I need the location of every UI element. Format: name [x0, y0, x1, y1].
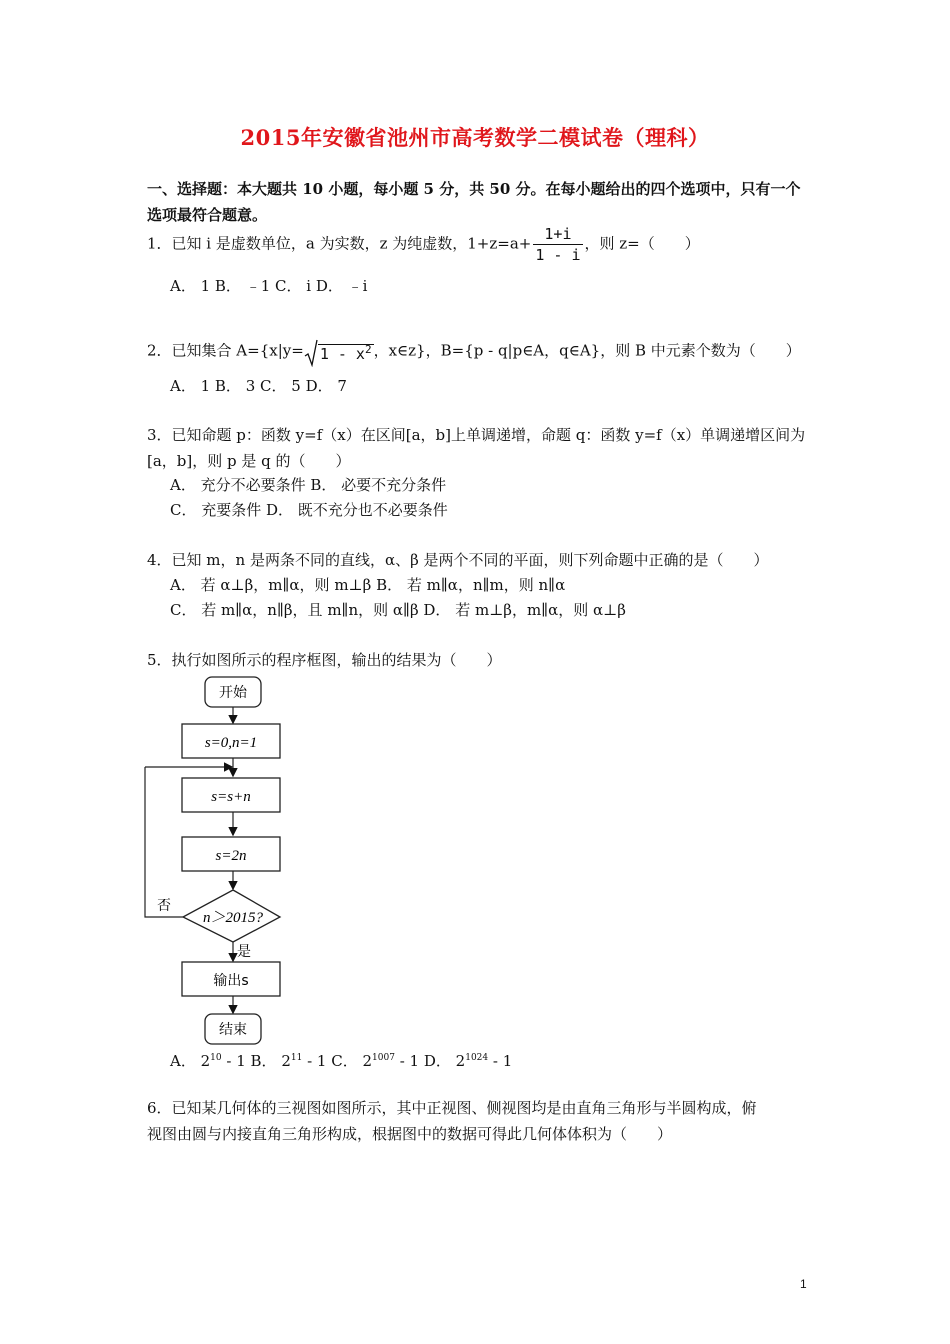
flow-yes-label: 是 — [237, 944, 251, 960]
q1-text-post: ，则 z=（ ） — [584, 234, 700, 253]
q3-options-cd: C． 充要条件 D． 既不充分也不必要条件 — [170, 501, 448, 519]
q5-exp-c: 1007 — [372, 1053, 395, 1063]
question-2 — [147, 336, 817, 367]
q5-exp-a: 10 — [210, 1053, 222, 1063]
flow-step1-label: s=s+n — [211, 789, 251, 805]
exam-title: 2015年安徽省池州市高考数学二模试卷（理科） — [240, 125, 710, 150]
q2-radicand-exponent: 2 — [364, 343, 372, 356]
q5-exp-b: 11 — [290, 1053, 303, 1063]
question-1 — [147, 224, 817, 265]
question-3-line-2: [a，b]，则 p 是 q 的（ ） — [147, 452, 351, 470]
section-heading — [147, 176, 817, 228]
q5-option-c: - 1 C． 2 — [302, 1052, 373, 1070]
q2-options: A． 1 B． 3 C． 5 D． 7 — [170, 377, 347, 395]
sqrt-sign-icon — [304, 339, 318, 367]
flow-start-label: 开始 — [219, 685, 247, 701]
question-4: 4．已知 m，n 是两条不同的直线，α、β 是两个不同的平面，则下列命题中正确的是（ ） — [147, 551, 769, 569]
question-6-line-1: 6．已知某几何体的三视图如图所示，其中正视图、侧视图均是由直角三角形与半圆构成，俯 — [147, 1099, 757, 1117]
q5-option-b: - 1 B． 2 — [221, 1052, 291, 1070]
q1-fraction — [533, 224, 582, 265]
flow-step2-label: s=2n — [215, 848, 247, 864]
flow-no-label: 否 — [157, 898, 171, 914]
q2-text-post: ，x∈z}，B={p - q|p∈A，q∈A}，则 B 中元素个数为（ ） — [373, 341, 801, 360]
q4-options-ab: A． 若 α⊥β，m∥α，则 m⊥β B． 若 m∥α，n∥m，则 n∥α — [170, 576, 566, 594]
q2-radicand-text: 1 - x — [319, 345, 365, 363]
program-flowchart — [140, 674, 300, 1046]
q2-sqrt — [304, 336, 374, 367]
q2-text-pre: 2．已知集合 A={x|y= — [147, 341, 304, 360]
flow-output-label: 输出s — [213, 973, 249, 989]
q3-options-ab: A． 充分不必要条件 B． 必要不充分条件 — [170, 476, 447, 494]
q5-option-a: A． 2 — [170, 1052, 211, 1070]
q5-options — [170, 1046, 512, 1073]
q1-denominator: 1 - i — [535, 246, 581, 264]
q4-options-cd: C． 若 m∥α，n∥β，且 m∥n，则 α∥β D． 若 m⊥β，m∥α，则 α⊥β — [170, 601, 626, 619]
q1-numerator: 1+i — [533, 224, 582, 245]
question-6-line-2: 视图由圆与内接直角三角形构成，根据图中的数据可得此几何体体积为（ ） — [147, 1125, 673, 1143]
q5-option-tail: - 1 — [488, 1052, 513, 1070]
section-line-1: 一、选择题：本大题共 10 小题，每小题 5 分，共 50 分。在每小题给出的四个选项中，只有一个 — [147, 180, 801, 198]
flow-decision-label: n＞2015? — [202, 910, 264, 926]
q1-options: A． 1 B． ﹣1 C． i D． ﹣i — [170, 277, 368, 295]
q1-text-pre: 1．已知 i 是虚数单位，a 为实数，z 为纯虚数，1+z=a+ — [147, 234, 532, 253]
q5-option-d: - 1 D． 2 — [394, 1052, 466, 1070]
section-line-2: 选项最符合题意。 — [147, 206, 268, 224]
q2-radicand — [318, 344, 374, 363]
question-3-line-1: 3．已知命题 p：函数 y=f（x）在区间[a，b]上单调递增，命题 q：函数 y=f（x）单调递增区间为 — [147, 426, 806, 444]
question-5: 5．执行如图所示的程序框图，输出的结果为（ ） — [147, 651, 502, 669]
page-number: 1 — [800, 1277, 807, 1291]
flow-end-label: 结束 — [219, 1022, 247, 1038]
q5-exp-d: 1024 — [465, 1053, 489, 1063]
flow-init-label: s=0,n=1 — [204, 735, 258, 751]
